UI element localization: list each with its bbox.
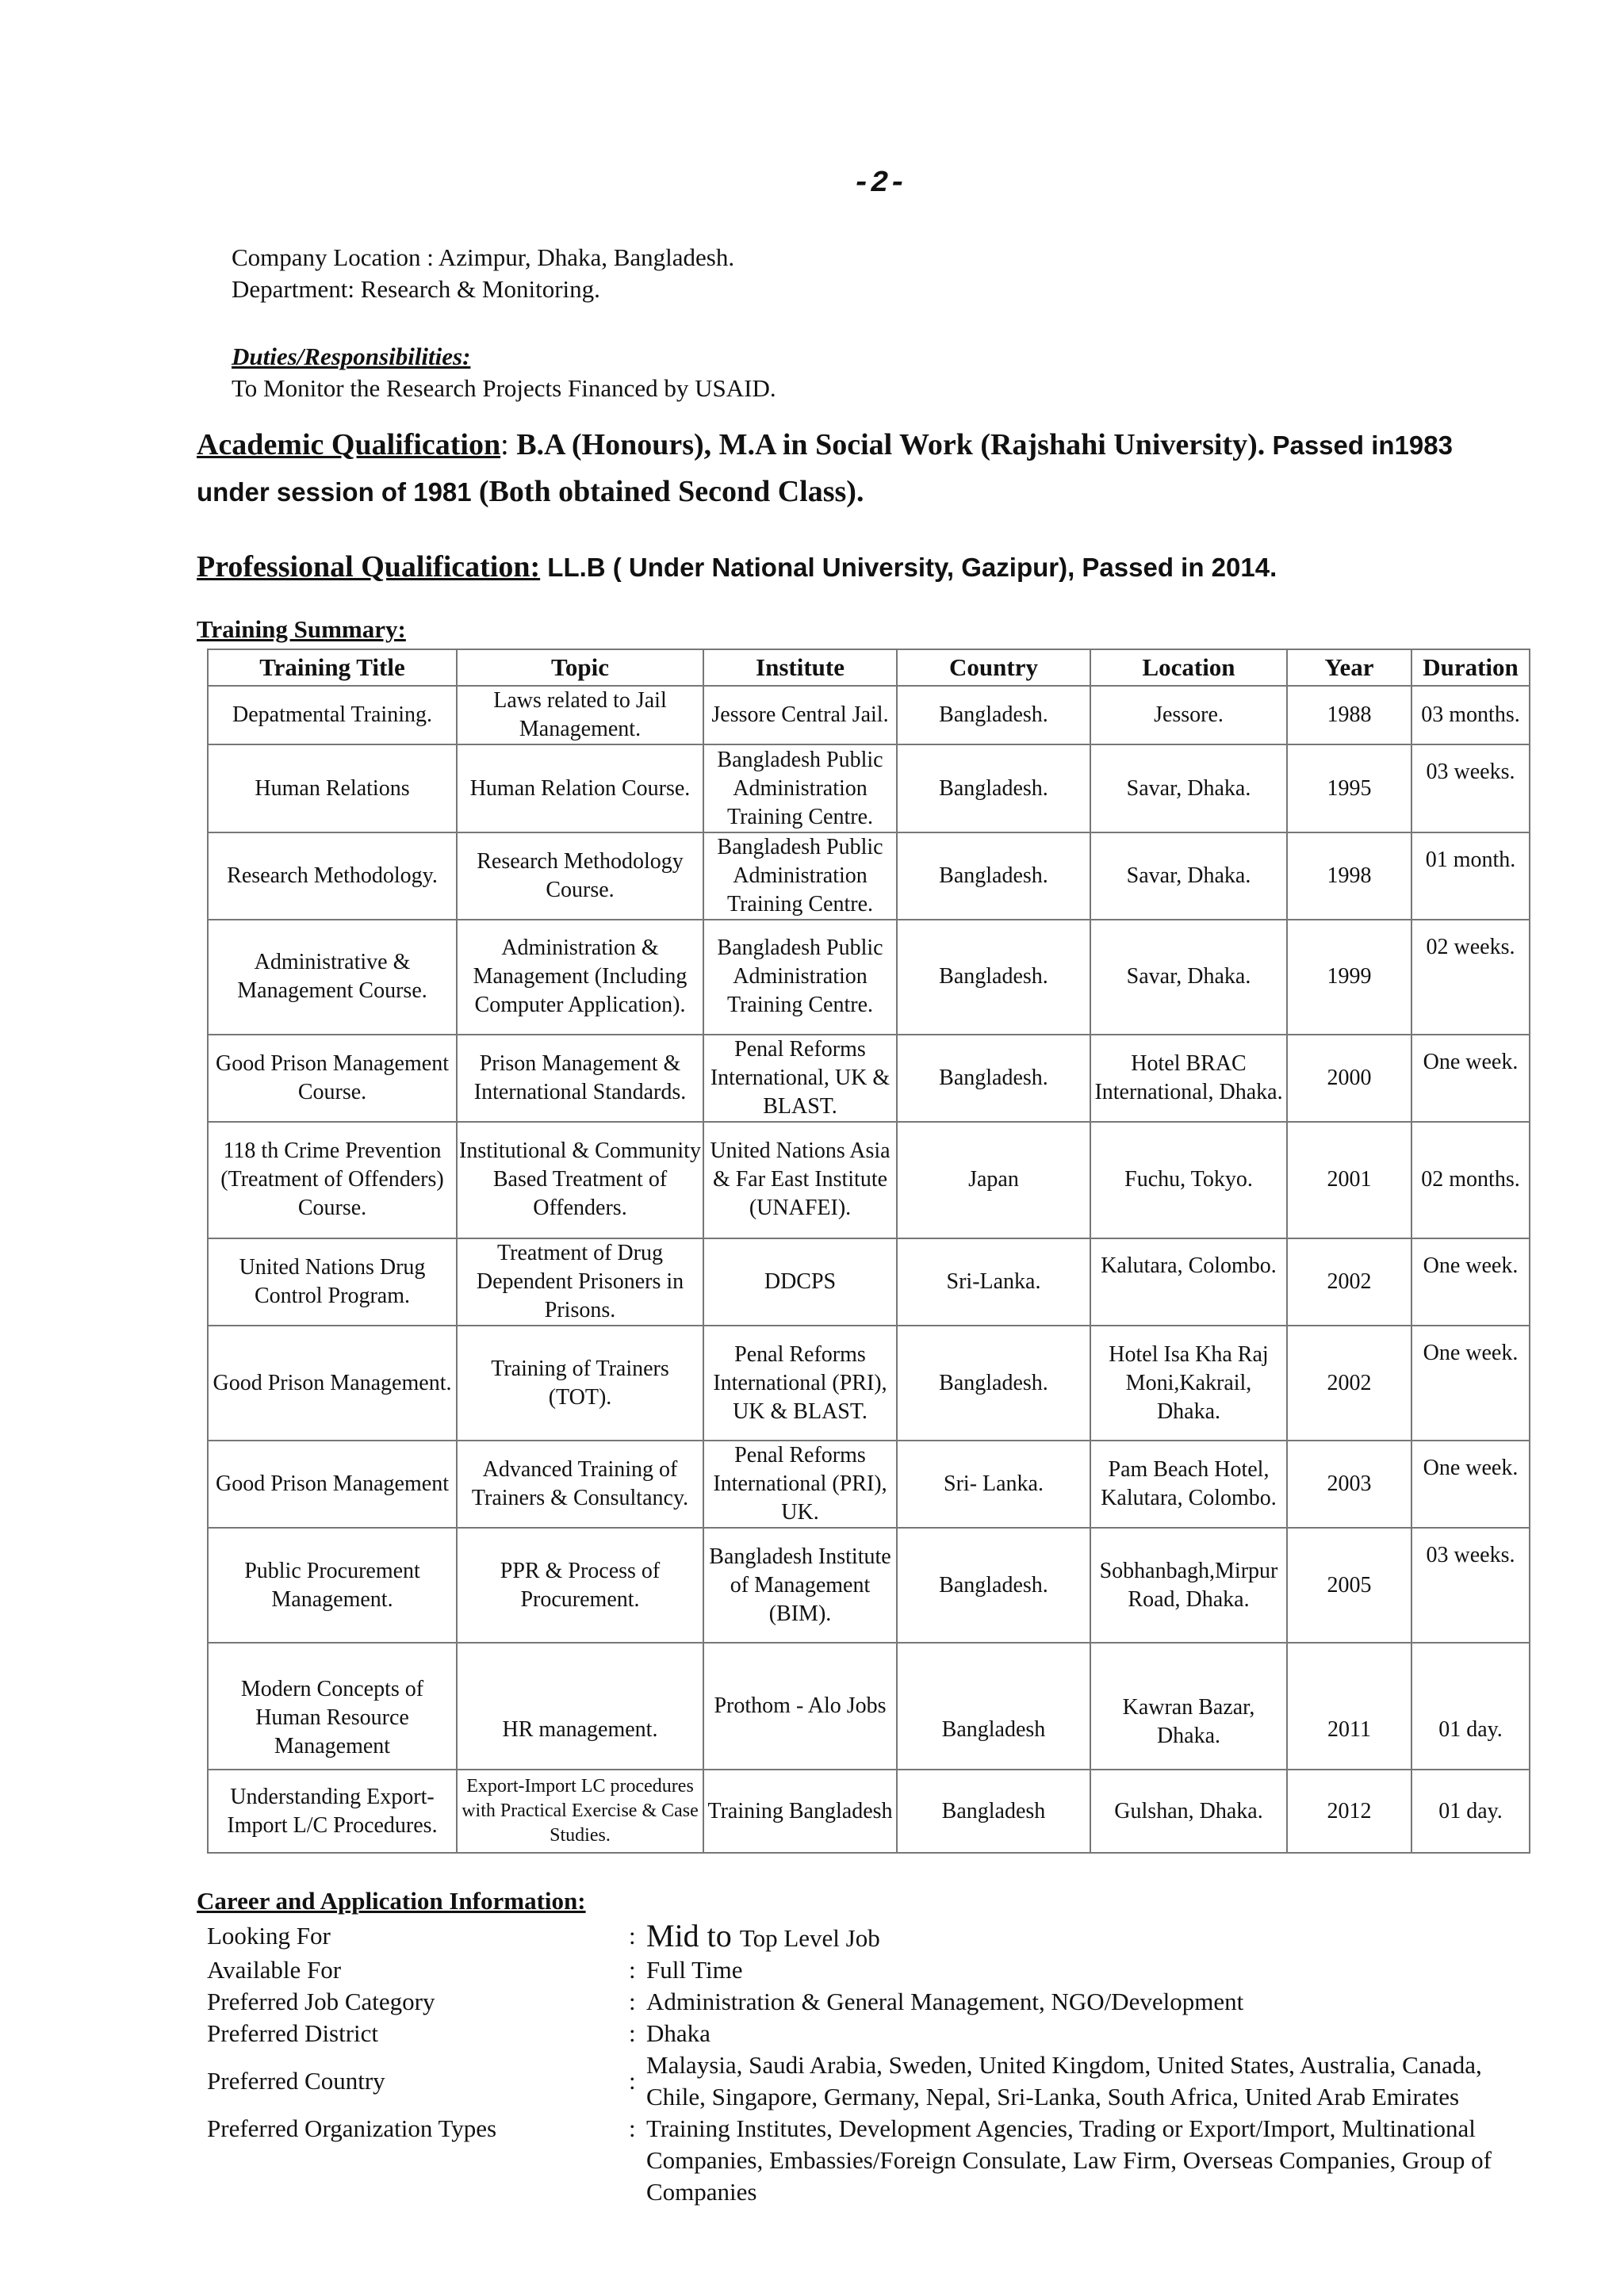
cell-duration: One week. [1411, 1326, 1530, 1441]
cell-institute: Bangladesh Public Administration Training Centre. [703, 832, 897, 920]
duties-title: Duties/Responsibilities: [232, 342, 471, 370]
table-row [208, 1326, 1530, 1441]
academic-heading: Academic Qualification [197, 428, 501, 461]
cell-institute: Training Bangladesh [703, 1770, 897, 1853]
cell-duration: 03 weeks. [1411, 1528, 1530, 1643]
cell-location: Jessore. [1090, 686, 1287, 744]
table-row [208, 1441, 1530, 1528]
cell-country: Bangladesh. [897, 1326, 1090, 1441]
table-header-row [208, 649, 1530, 686]
cell-title: Good Prison Management. [208, 1326, 457, 1441]
cell-country: Japan [897, 1122, 1090, 1238]
table-row [208, 686, 1530, 744]
cell-country: Bangladesh. [897, 686, 1090, 744]
cell-institute: Penal Reforms International (PRI), UK. [703, 1441, 897, 1528]
col-institute: Institute [703, 649, 897, 686]
training-heading: Training Summary: [197, 615, 406, 643]
cell-duration: 01 day. [1411, 1643, 1530, 1770]
duties-section [232, 341, 776, 404]
cell-year: 2003 [1287, 1441, 1411, 1528]
company-department: Department: Research & Monitoring. [232, 275, 600, 303]
cell-title: Public Procurement Management. [208, 1528, 457, 1643]
cell-duration: 03 months. [1411, 686, 1530, 744]
academic-class: (Both obtained Second Class). [478, 475, 864, 508]
cell-duration: 02 weeks. [1411, 920, 1530, 1035]
cell-location: Kawran Bazar, Dhaka. [1090, 1643, 1287, 1770]
cell-topic: Prison Management & International Standards. [457, 1035, 703, 1122]
career-row-job-category: Preferred Job Category : Administration & General Management, NGO/Development [207, 1986, 1519, 2018]
col-topic: Topic [457, 649, 703, 686]
cell-year: 2001 [1287, 1122, 1411, 1238]
cell-location: Savar, Dhaka. [1090, 920, 1287, 1035]
academic-sep: : [500, 428, 509, 461]
cell-location: Kalutara, Colombo. [1090, 1238, 1287, 1326]
cell-country: Bangladesh. [897, 1528, 1090, 1643]
cell-location: Hotel Isa Kha Raj Moni,Kakrail, Dhaka. [1090, 1326, 1287, 1441]
professional-text: LL.B ( Under National University, Gazipur), Passed in 2014. [540, 553, 1277, 582]
cell-location: Gulshan, Dhaka. [1090, 1770, 1287, 1853]
col-country: Country [897, 649, 1090, 686]
cell-year: 2000 [1287, 1035, 1411, 1122]
cell-year: 2002 [1287, 1238, 1411, 1326]
career-row-looking-for: Looking For : Mid to Top Level Job [207, 1920, 1519, 1954]
cell-title: Administrative & Management Course. [208, 920, 457, 1035]
cell-topic: Laws related to Jail Management. [457, 686, 703, 744]
cell-duration: 01 day. [1411, 1770, 1530, 1853]
cell-title: Understanding Export-Import L/C Procedures. [208, 1770, 457, 1853]
cell-institute: Penal Reforms International (PRI), UK & BLAST. [703, 1326, 897, 1441]
cell-year: 1999 [1287, 920, 1411, 1035]
cell-title: United Nations Drug Control Program. [208, 1238, 457, 1326]
cell-duration: One week. [1411, 1238, 1530, 1326]
cell-location: Savar, Dhaka. [1090, 744, 1287, 832]
cell-country: Sri-Lanka. [897, 1238, 1090, 1326]
cell-location: Sobhanbagh,Mirpur Road, Dhaka. [1090, 1528, 1287, 1643]
col-year: Year [1287, 649, 1411, 686]
training-table [207, 649, 1530, 1854]
academic-text: B.A (Honours), M.A in Social Work (Rajshahi University). [508, 428, 1266, 461]
table-row [208, 832, 1530, 920]
professional-heading: Professional Qualification: [197, 550, 541, 584]
cell-duration: One week. [1411, 1035, 1530, 1122]
cell-title: Depatmental Training. [208, 686, 457, 744]
cell-topic: Export-Import LC procedures with Practical Exercise & Case Studies. [457, 1770, 703, 1853]
career-value: Administration & General Management, NGO/Development [646, 1988, 1244, 2015]
cell-year: 1988 [1287, 686, 1411, 744]
career-value [646, 1920, 1519, 1954]
cell-topic: Training of Trainers (TOT). [457, 1326, 703, 1441]
cell-topic: Treatment of Drug Dependent Prisoners in Prisons. [457, 1238, 703, 1326]
cell-title: Modern Concepts of Human Resource Management [208, 1643, 457, 1770]
career-label: Preferred Job Category [207, 1988, 435, 2015]
professional-qualification [197, 544, 1529, 591]
career-value-rest: Top Level Job [739, 1924, 880, 1952]
cell-country: Bangladesh. [897, 832, 1090, 920]
cell-institute: Jessore Central Jail. [703, 686, 897, 744]
col-training-title: Training Title [208, 649, 457, 686]
cell-country: Bangladesh [897, 1643, 1090, 1770]
table-row [208, 1238, 1530, 1326]
career-value: Dhaka [646, 2019, 710, 2047]
table-row [208, 1643, 1530, 1770]
page-number: -2- [852, 166, 907, 201]
cell-topic: Administration & Management (Including Computer Application). [457, 920, 703, 1035]
cell-institute: Prothom - Alo Jobs [703, 1643, 897, 1770]
col-duration: Duration [1411, 649, 1530, 686]
cell-country: Sri- Lanka. [897, 1441, 1090, 1528]
cell-year: 2005 [1287, 1528, 1411, 1643]
company-info [232, 242, 734, 305]
cell-duration: 01 month. [1411, 832, 1530, 920]
career-label: Preferred District [207, 2019, 379, 2047]
cell-institute: Penal Reforms International, UK & BLAST. [703, 1035, 897, 1122]
cell-location: Savar, Dhaka. [1090, 832, 1287, 920]
cell-country: Bangladesh [897, 1770, 1090, 1853]
cell-year: 2012 [1287, 1770, 1411, 1853]
duties-text: To Monitor the Research Projects Financed by USAID. [232, 374, 776, 402]
cell-duration: One week. [1411, 1441, 1530, 1528]
career-value: Malaysia, Saudi Arabia, Sweden, United Kingdom, United States, Australia, Canada, Chile, Singapore, Germany, Nepal, Sri-Lanka, South Africa, United Arab Emirates [646, 2051, 1482, 2110]
cell-title: Good Prison Management Course. [208, 1035, 457, 1122]
cell-title: Good Prison Management [208, 1441, 457, 1528]
career-row-country: Preferred Country : Malaysia, Saudi Arabia, Sweden, United Kingdom, United States, Australia, Canada, Chile, Singapore, Germany, Nepal, Sri-Lanka, South Africa, United Arab Emirates [207, 2049, 1519, 2113]
cell-location: Fuchu, Tokyo. [1090, 1122, 1287, 1238]
cell-location: Hotel BRAC International, Dhaka. [1090, 1035, 1287, 1122]
table-row [208, 1528, 1530, 1643]
cell-country: Bangladesh. [897, 744, 1090, 832]
cell-topic: Research Methodology Course. [457, 832, 703, 920]
cell-institute: DDCPS [703, 1238, 897, 1326]
cell-topic: PPR & Process of Procurement. [457, 1528, 703, 1643]
table-row [208, 1122, 1530, 1238]
cell-country: Bangladesh. [897, 1035, 1090, 1122]
academic-passed: Passed in1983 under session of 1981 [197, 430, 1453, 507]
cell-duration: 02 months. [1411, 1122, 1530, 1238]
cell-topic: Institutional & Community Based Treatment of Offenders. [457, 1122, 703, 1238]
col-location: Location [1090, 649, 1287, 686]
table-row [208, 920, 1530, 1035]
table-row [208, 1770, 1530, 1853]
cell-year: 2011 [1287, 1643, 1411, 1770]
cell-institute: Bangladesh Public Administration Training Centre. [703, 744, 897, 832]
career-row-district: Preferred District : Dhaka [207, 2018, 1519, 2049]
career-label: Preferred Organization Types [207, 2114, 497, 2142]
cell-institute: Bangladesh Public Administration Training Centre. [703, 920, 897, 1035]
cell-institute: United Nations Asia & Far East Institute (UNAFEI). [703, 1122, 897, 1238]
cell-title: Research Methodology. [208, 832, 457, 920]
career-label: Preferred Country [207, 2067, 385, 2095]
table-row [208, 744, 1530, 832]
career-info [207, 1920, 1519, 2208]
cell-country: Bangladesh. [897, 920, 1090, 1035]
cell-duration: 03 weeks. [1411, 744, 1530, 832]
company-location: Company Location : Azimpur, Dhaka, Bangladesh. [232, 243, 735, 271]
career-heading: Career and Application Information: [197, 1887, 586, 1915]
career-value-big: Mid to [646, 1918, 740, 1954]
cell-topic: Human Relation Course. [457, 744, 703, 832]
table-row [208, 1035, 1530, 1122]
academic-qualification [197, 422, 1529, 515]
career-value: Full Time [646, 1956, 743, 1984]
cell-year: 2002 [1287, 1326, 1411, 1441]
cell-year: 1998 [1287, 832, 1411, 920]
career-row-org-types: Preferred Organization Types : Training Institutes, Development Agencies, Trading or Export/Import, Multinational Companies, Embassies/Foreign Consulate, Law Firm, Overseas Companies, Group of Companies [207, 2113, 1519, 2208]
career-label: Looking For [207, 1922, 331, 1950]
cell-topic: HR management. [457, 1643, 703, 1770]
cell-title: Human Relations [208, 744, 457, 832]
cell-topic: Advanced Training of Trainers & Consultancy. [457, 1441, 703, 1528]
cell-title: 118 th Crime Prevention (Treatment of Offenders) Course. [208, 1122, 457, 1238]
career-label: Available For [207, 1956, 342, 1984]
career-value: Training Institutes, Development Agencies, Trading or Export/Import, Multinational Companies, Embassies/Foreign Consulate, Law Firm, Overseas Companies, Group of Companies [646, 2114, 1492, 2206]
cell-institute: Bangladesh Institute of Management (BIM). [703, 1528, 897, 1643]
career-row-available-for: Available For : Full Time [207, 1954, 1519, 1986]
cell-location: Pam Beach Hotel, Kalutara, Colombo. [1090, 1441, 1287, 1528]
cell-year: 1995 [1287, 744, 1411, 832]
